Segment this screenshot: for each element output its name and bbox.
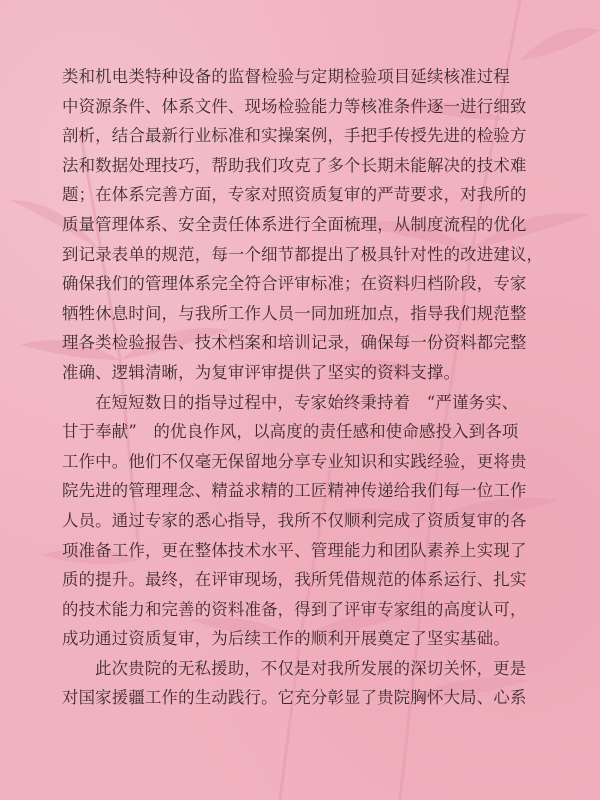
paragraph-2-line: 的技术能力和完善的资料准备，得到了评审专家组的高度认可， xyxy=(62,599,527,619)
paragraph-3-first-line: 此次贵院的无私援助，不仅是对我所发展的深切关怀，更是 xyxy=(95,658,527,678)
paragraph-1-line: 中资源条件、体系文件、现场检验能力等核准条件逐一进行细致 xyxy=(62,96,527,116)
paragraph-1-line: 剖析，结合最新行业标准和实操案例，手把手传授先进的检验方 xyxy=(62,126,527,146)
paragraph-2-line: 工作中。他们不仅毫无保留地分享专业知识和实践经验，更将贵 xyxy=(62,451,527,471)
paragraph-2-line: 院先进的管理理念、精益求精的工匠精神传递给我们每一位工作 xyxy=(62,481,527,501)
paragraph-1-line: 理各类检验报告、技术档案和培训记录，确保每一份资料都完整 xyxy=(62,333,527,353)
paragraph-2-line: 人员。通过专家的悉心指导，我所不仅顺利完成了资质复审的各 xyxy=(62,510,527,530)
paragraph-1-line: 确保我们的管理体系完全符合评审标准；在资料归档阶段，专家 xyxy=(62,274,527,294)
paragraph-1-line: 质量管理体系、安全责任体系进行全面梳理，从制度流程的优化 xyxy=(62,214,527,234)
paragraph-3-line: 对国家援疆工作的生动践行。它充分彰显了贵院胸怀大局、心系 xyxy=(62,688,527,708)
letter-body xyxy=(62,62,544,713)
paragraph-1-line: 题；在体系完善方面，专家对照资质复审的严苛要求，对我所的 xyxy=(62,185,527,205)
paragraph-1-line: 牺牲休息时间，与我所工作人员一同加班加点，指导我们规范整 xyxy=(62,303,527,323)
paragraph-2-line: 质的提升。最终，在评审现场，我所凭借规范的体系运行、扎实 xyxy=(62,570,527,590)
paragraph-1-line: 到记录表单的规范，每一个细节都提出了极具针对性的改进建议， xyxy=(62,244,544,264)
bamboo-leaf xyxy=(520,28,600,60)
paragraph-2-line: 项准备工作，更在整体技术水平、管理能力和团队素养上实现了 xyxy=(62,540,527,560)
paragraph-2-first-line: 在短短数日的指导过程中，专家始终秉持着 “严谨务实、 xyxy=(95,392,519,412)
paragraph-1-line: 准确、逻辑清晰，为复审评审提供了坚实的资料支撑。 xyxy=(62,362,461,382)
paragraph-1-line: 法和数据处理技巧，帮助我们攻克了多个长期未能解决的技术难 xyxy=(62,155,527,175)
paragraph-2-line: 甘于奉献” 的优良作风，以高度的责任感和使命感投入到各项 xyxy=(62,422,519,442)
paragraph-2-line: 成功通过资质复审，为后续工作的顺利开展奠定了坚实基础。 xyxy=(62,629,510,649)
paragraph-1-line: 类和机电类特种设备的监督检验与定期检验项目延续核准过程 xyxy=(62,67,510,86)
